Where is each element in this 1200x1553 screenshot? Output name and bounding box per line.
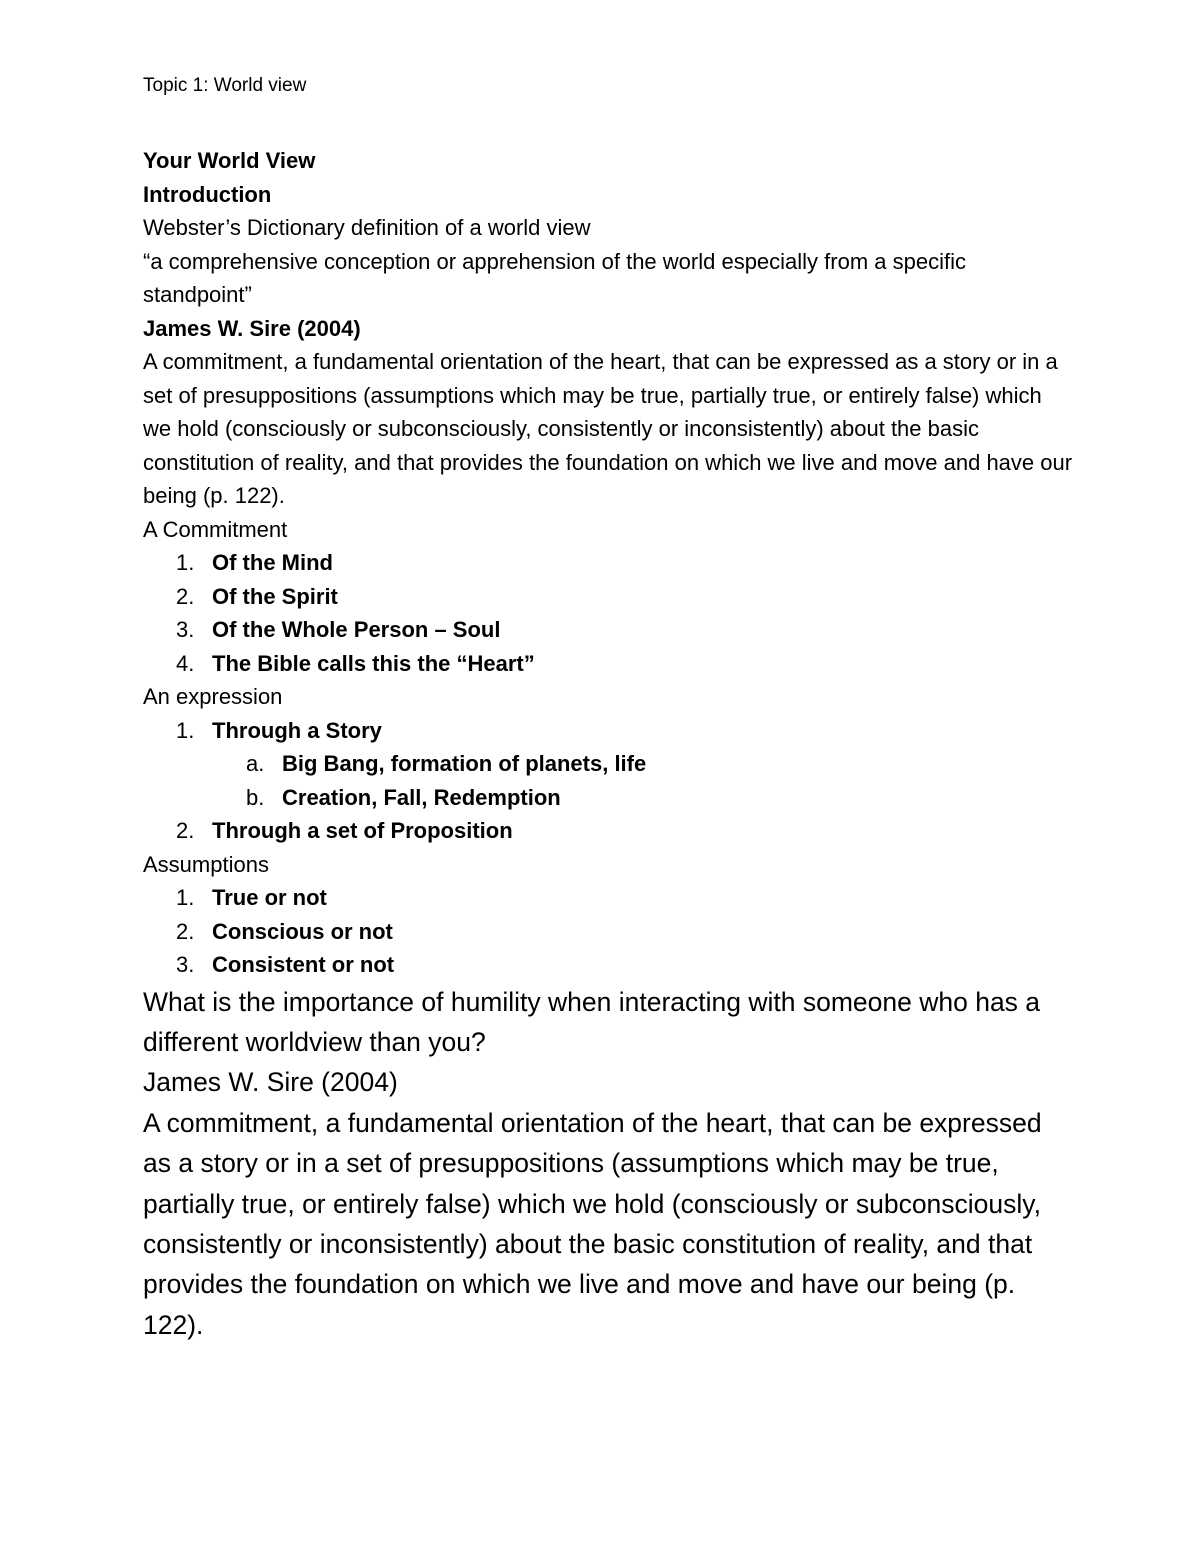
list-item-text: True or not	[212, 885, 327, 910]
assumptions-heading: Assumptions	[143, 851, 269, 877]
list-item	[143, 915, 1073, 949]
list-number: 2.	[176, 818, 195, 843]
question-definition: A commitment, a fundamental orientation of the heart, that can be expressed as a story or in a set of presuppositions (assumptions which may be true, partially true, or entirely false) which we hold (consciously or subconsciously, consistently or inconsistently) about the basic constitution of reality, and that provides the foundation on which we live and move and have our being (p. 122).	[143, 1107, 1042, 1340]
list-number: 1.	[176, 550, 195, 575]
list-number: 2.	[176, 918, 195, 944]
list-item-text: Conscious or not	[212, 918, 393, 944]
list-item	[143, 580, 1073, 614]
list-number: 4.	[176, 650, 195, 676]
commitment-list	[143, 546, 1073, 680]
list-item-text: Of the Spirit	[212, 583, 338, 609]
sire-definition: A commitment, a fundamental orientation of the heart, that can be expressed as a story or in a set of presuppositions (assumptions which may be true, partially true, or entirely false) which we hold (consciously or subconsciously, consistently or inconsistently) about the basic constitution of reality, and that provides the foundation on which we live and move and have our being (p. 122).	[143, 349, 1073, 508]
sublist-item	[143, 747, 1073, 781]
question-citation: James W. Sire (2004)	[143, 1067, 398, 1098]
list-item-text: Consistent or not	[212, 952, 395, 977]
list-number: 1.	[176, 885, 195, 910]
sire-heading: James W. Sire (2004)	[143, 315, 361, 341]
list-letter: a.	[246, 751, 265, 776]
sublist-item	[143, 781, 1073, 815]
list-item	[143, 647, 1073, 681]
intro-heading: Introduction	[143, 181, 272, 207]
list-item	[143, 613, 1073, 647]
list-item-text: Of the Mind	[212, 550, 333, 575]
list-item-text: The Bible calls this the “Heart”	[212, 650, 535, 676]
sublist-item-text: Big Bang, formation of planets, life	[282, 751, 647, 776]
document-content	[143, 70, 1073, 1345]
list-item-text: Of the Whole Person – Soul	[212, 617, 501, 642]
list-item	[143, 881, 1073, 915]
section-title: Your World View	[143, 148, 316, 173]
topic-header: Topic 1: World view	[143, 75, 307, 96]
commitment-heading: A Commitment	[143, 516, 288, 542]
list-number: 1.	[176, 717, 195, 743]
question-text: What is the importance of humility when interacting with someone who has a different worldview than you?	[143, 986, 1041, 1057]
list-item	[143, 814, 1073, 848]
sublist-item-text: Creation, Fall, Redemption	[282, 784, 561, 810]
list-item	[143, 714, 1073, 748]
expression-list	[143, 714, 1073, 748]
expression-sublist	[143, 747, 1073, 814]
list-number: 3.	[176, 952, 195, 977]
list-item	[143, 546, 1073, 580]
list-letter: b.	[246, 784, 265, 810]
expression-list-continued	[143, 814, 1073, 848]
list-number: 3.	[176, 617, 195, 642]
list-item-text: Through a set of Proposition	[212, 818, 513, 843]
websters-quote: “a comprehensive conception or apprehension of the world especially from a specific standpoint”	[143, 248, 966, 307]
expression-heading: An expression	[143, 684, 283, 709]
assumptions-list	[143, 881, 1073, 982]
list-number: 2.	[176, 583, 195, 609]
list-item-text: Through a Story	[212, 717, 382, 743]
websters-label: Webster’s Dictionary definition of a world view	[143, 215, 591, 240]
list-item	[143, 948, 1073, 982]
